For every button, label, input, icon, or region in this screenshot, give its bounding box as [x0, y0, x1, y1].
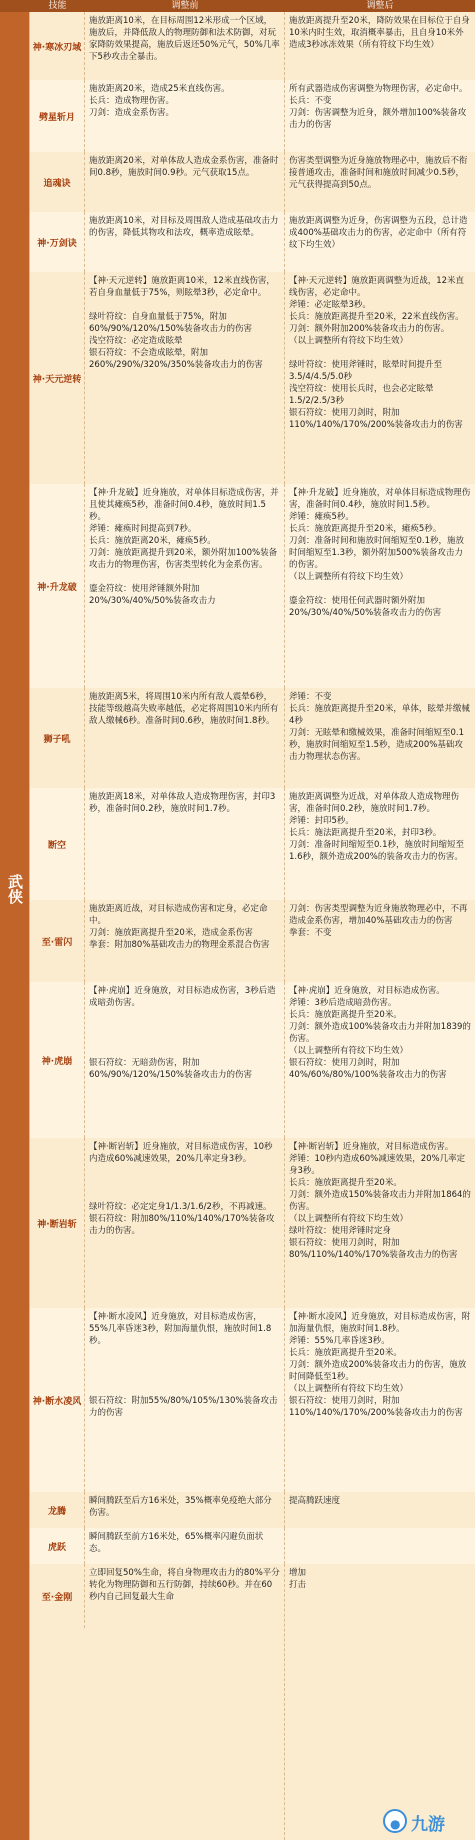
header-skill: 技能 — [48, 1, 67, 11]
header-after: 调整后 — [366, 1, 394, 11]
before-text: 【神·断岩斩】近身施放，对目标造成伤害，10秒内造成60%减速效果，20%几率定身3秒。 绿叶符纹：必定定身1/1.3/1.6/2秒，不再减速。 银石符纹：附加80%/110%/140%/170%装备攻击力的伤害。 — [85, 1138, 285, 1308]
before-text: 施放距离近战，对目标造成伤害和定身，必定命中。 刀剑：施放距离提升至20米，造成金系伤害 拳套：附加80%基础攻击力的物理金系混合伤害 — [85, 900, 285, 982]
header-before: 调整前 — [171, 1, 199, 11]
table-row — [30, 80, 475, 153]
table-row — [30, 1492, 475, 1529]
before-text: 施放距离20米，造成25米直线伤害。 长兵：造成物理伤害。 刀剑：造成金系伤害。 — [85, 80, 285, 152]
before-text: 【神·天元逆转】施放距离10米，12米直线伤害，若自身血量低于75%，则眩晕3秒，必定命中。 绿叶符纹：自身血量低于75%，附加60%/90%/120%/150%装备攻击力的伤害 浅空符纹：必定造成眩晕 银石符纹：不会造成眩晕，附加260%/290%/320%/350%装备攻击力的伤害 — [85, 272, 285, 484]
table-row — [30, 1564, 475, 1840]
table-row — [30, 688, 475, 789]
after-text: 【神·虎崩】近身施放，对目标造成伤害。 斧锤：3秒后造成暗劲伤害。 长兵：施放距离提升至20米。 刀剑：额外造成100%装备攻击力并附加1839的伤害。 （以上调整所有符纹下均生效） 银石符纹：使用刀剑时，附加40%/60%/80%/100%装备攻击力的伤害 — [289, 986, 471, 1080]
after-text: 【神·升龙破】近身施放，对单体目标造成物理伤害，准备时间0.4秒，施放时间1.5秒。 斧锤：瘫痪5秒。 长兵：施放距离提升至20米，瘫痪5秒。 刀剑：准备时间和施放时间缩短至0.1秒，施放时间缩短至1.3秒，额外附加500%装备攻击力的伤害。 （以上调整所有符纹下均生效） 鎏金符纹：使用任何武器时额外附加20%/30%/40%/50%装备攻击力的伤害 — [289, 488, 471, 618]
before-text: 施放距离18米，对单体敌人造成物理伤害，封印3秒，准备时间0.2秒，施放时间1.7秒。 — [85, 788, 285, 900]
after-text: 提高腾跃速度 — [289, 1496, 341, 1506]
after-text: 刀剑：伤害类型调整为近身施放物理必中，不再造成金系伤害，增加40%基础攻击力的伤害 拳套：不变 — [289, 904, 468, 938]
after-text: 施放距离调整为近战，对单体敌人造成物理伤害，准备时间0.2秒，施放时间1.7秒。 斧锤：封印5秒。 长兵：施法距离提升至20米，封印3秒。 刀剑：准备时间缩短至0.1秒，施放时间缩短至1.6秒，额外造成200%的装备攻击力的伤害。 — [289, 792, 465, 862]
skill-name: 神·断岩斩 — [30, 1138, 85, 1308]
before-text: 施放距离20米，对单体敌人造成金系伤害，准备时间0.8秒，施放时间0.9秒。元气获取15点。 — [85, 152, 285, 212]
table-row — [30, 1528, 475, 1565]
after-text: 增加 打击 — [289, 1568, 307, 1590]
skill-name: 神·升龙破 — [30, 484, 85, 688]
after-text: 伤害类型调整为近身施放物理必中，施放后不衔接普通攻击，准备时间和施放时间减少0.5秒，元气获得提高到50点。 — [289, 156, 468, 190]
after-text: 【神·天元逆转】施放距离调整为近战，12米直线伤害，必定命中。 斧锤：必定眩晕3秒。 长兵：施放距离提升至20米，22米直线伤害。 刀剑：额外附加200%装备攻击力的伤害。 （以上调整所有符纹下均生效） 绿叶符纹：使用斧锤时，眩晕时间提升至3.5/4/4.5/5.0秒 浅空符纹：使用长兵时，也会必定眩晕1.5/2/2.5/3秒 银石符纹：使用刀剑时，附加110%/140%/170%/200%装备攻击力的伤害 — [289, 276, 465, 430]
skill-name: 神·寒冰刃域 — [30, 12, 85, 80]
skill-name: 劈星斩月 — [30, 80, 85, 152]
skill-name: 龙腾 — [30, 1492, 85, 1528]
before-text: 【神·升龙破】近身施放，对单体目标造成伤害，并且使其瘫痪5秒，准备时间0.4秒，施放时间1.5秒。 斧锤：瘫痪时间提高到7秒。 长兵：施放距离20米，瘫痪5秒。 刀剑：施放距离提升到20米，额外附加100%装备攻击力的物理伤害，伤害类型转化为金系伤害。 鎏金符纹：使用斧锤额外附加20%/30%/40%/50%装备攻击力 — [85, 484, 285, 688]
skill-name: 神·天元逆转 — [30, 272, 85, 484]
skill-name: 至·金刚 — [30, 1564, 85, 1628]
before-text: 施放距离5米，将周围10米内所有敌人震晕6秒，技能等级越高失败率越低，必定将周围10米内所有敌人缴械6秒。准备时间0.6秒，施放时间1.8秒。 — [85, 688, 285, 788]
skill-name: 神·万剑诀 — [30, 212, 85, 272]
after-text: 施放距离调整为近身，伤害调整为五段，总计造成400%基础攻击力的伤害，必定命中（所有符纹下均生效） — [289, 216, 468, 250]
after-text: 【神·断水凌风】近身施放，对目标造成伤害，附加海量仇恨，施放时间1.8秒。 斧锤：55%几率昏迷3秒。 长兵：施放距离提升至20米。 刀剑：额外造成200%装备攻击力的伤害，施放时间降低至1秒。 （以上调整所有符纹下均生效） 银石符纹：使用刀剑时，附加110%/140%/170%/200%装备攻击力的伤害 — [289, 1312, 471, 1418]
table-row — [30, 272, 475, 485]
table-row — [30, 1138, 475, 1309]
before-text: 施放距离10米，对目标及周围敌人造成基础攻击力的伤害，降低其物攻和法攻，概率造成眩晕。 — [85, 212, 285, 272]
after-text — [285, 1528, 475, 1564]
skill-name: 追魂诀 — [30, 152, 85, 212]
skill-name: 虎跃 — [30, 1528, 85, 1564]
watermark-logo — [383, 1806, 469, 1836]
table-row — [30, 484, 475, 689]
skill-name: 断空 — [30, 788, 85, 900]
after-text: 【神·断岩斩】近身施放，对目标造成伤害。 斧锤：10秒内造成60%减速效果，20%几率定身3秒。 长兵：施放距离提升至20米。 刀剑：额外造成150%装备攻击力并附加1864的伤害。 （以上调整所有符纹下均生效） 绿叶符纹：使用斧锤时定身 银石符纹：使用刀剑时，附加80%/110%/140%/170%装备攻击力的伤害 — [289, 1142, 471, 1260]
after-text: 斧锤：不变 长兵：施放距离提升至20米，单体，眩晕并缴械4秒 刀剑：无眩晕和缴械效果，准备时间缩短至0.1秒，施放时间缩短至1.5秒，造成200%基础攻击力物理状态伤害。 — [289, 692, 470, 762]
skill-name: 神·断水凌风 — [30, 1308, 85, 1492]
table-row — [30, 788, 475, 901]
skill-name: 神·虎崩 — [30, 982, 85, 1138]
before-text: 施放距离10米，在目标周围12米形成一个区域，施放后，并降低敌人的物理防御和法术防御，对玩家降防效果提高，施放后返还50%元气，50%几率下5秒攻击全暴击。 — [85, 12, 285, 80]
skill-name: 至·雷闪 — [30, 900, 85, 982]
category-label: 武侠 — [6, 874, 24, 904]
before-text: 【神·断水凌风】近身施放，对目标造成伤害，55%几率昏迷3秒，附加海量仇恨，施放时间1.8秒。 银石符纹：附加55%/80%/105%/130%装备攻击力的伤害 — [85, 1308, 285, 1492]
table-row — [30, 1308, 475, 1493]
before-text: 立即回复50%生命，将自身物理攻击力的80%平分转化为物理防御和五行防御，持续60秒。并在60秒内自己回复最大生命 — [85, 1564, 285, 1840]
table-row — [30, 982, 475, 1139]
skill-name: 狮子吼 — [30, 688, 85, 788]
before-text: 瞬间腾跃至后方16米处，35%概率免疫绝大部分伤害。 — [85, 1492, 285, 1528]
category-column — [0, 12, 30, 1840]
after-text: 施放距离提升至20米，降防效果在目标位于自身10米内时生效，取消概率暴击，且自身10米外造成3秒冰冻效果（所有符纹下均生效） — [289, 16, 470, 50]
before-text: 【神·虎崩】近身施放，对目标造成伤害，3秒后造成暗劲伤害。 银石符纹：无暗劲伤害，附加60%/90%/120%/150%装备攻击力的伤害 — [85, 982, 285, 1138]
header-category — [0, 0, 30, 12]
table-row — [30, 900, 475, 983]
after-text: 所有武器造成伤害调整为物理伤害，必定命中。 长兵：不变 刀剑：伤害调整为近身，额外增加100%装备攻击力的伤害 — [289, 84, 468, 130]
table-row — [30, 152, 475, 213]
table-row — [30, 12, 475, 81]
jiuyou-logo-icon: ● — [383, 1809, 407, 1833]
table-row — [30, 212, 475, 273]
table-header — [0, 0, 475, 12]
watermark-text: 九游 — [411, 1815, 445, 1835]
before-text: 瞬间腾跃至前方16米处，65%概率闪避负面状态。 — [85, 1528, 285, 1564]
